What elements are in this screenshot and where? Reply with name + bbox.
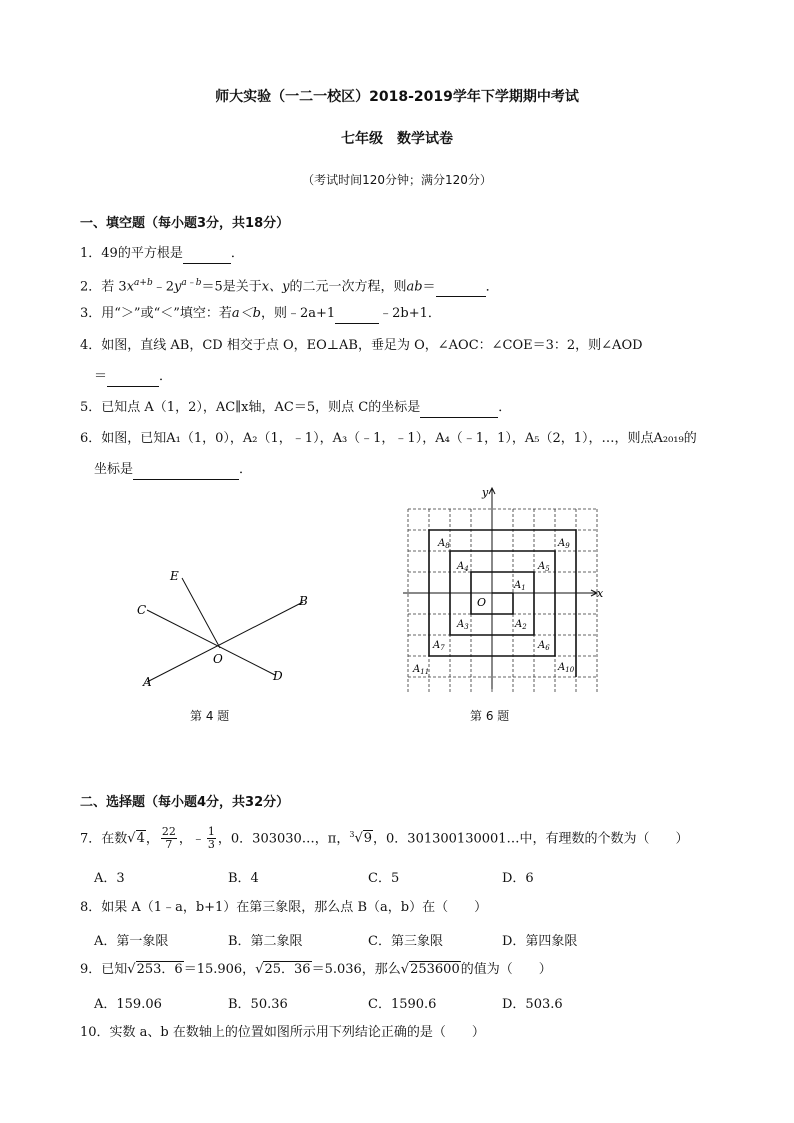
q7-option-a[interactable]: A．3 [94, 871, 125, 886]
question-4-line2: ＝ ． [94, 368, 172, 387]
section1-heading: 一、填空题（每小题3分，共18分） [80, 216, 290, 231]
origin-label: O [477, 596, 487, 609]
q8-option-c[interactable]: C．第三象限 [368, 934, 443, 949]
label-c: C [137, 603, 147, 617]
question-1: 1．49的平方根是 ． [80, 245, 244, 264]
answer-blank[interactable] [420, 399, 498, 418]
answer-blank[interactable] [436, 278, 486, 297]
q8-option-b[interactable]: B．第二象限 [228, 934, 303, 949]
axis-x-label: x [597, 587, 604, 600]
label-e: E [170, 569, 179, 583]
label-a8: $A_8$ [438, 538, 450, 550]
answer-blank[interactable] [133, 461, 239, 480]
q9-option-a[interactable]: A．159.06 [94, 997, 162, 1012]
spiral-path [429, 530, 576, 677]
figure-6-diagram [395, 484, 610, 694]
label-d: D [273, 669, 283, 683]
q7-option-d[interactable]: D．6 [502, 871, 534, 886]
exam-title: 师大实验（一二一校区）2018-2019学年下学期期中考试 [215, 89, 579, 105]
q9-option-b[interactable]: B．50.36 [228, 997, 288, 1012]
time-note: （考试时间120分钟；满分120分） [302, 173, 492, 187]
question-6: 6．如图，已知A₁（1，0），A₂（1，﹣1），A₃（﹣1，﹣1），A₄（﹣1，1），A₅（2，1），…，则点A₂₀₁₉的 [80, 431, 697, 446]
figure-4-caption: 第 4 题 [190, 709, 230, 723]
label-a2: $A_2$ [515, 619, 527, 631]
answer-blank[interactable] [107, 368, 159, 387]
label-a3: $A_3$ [457, 619, 469, 631]
q8-option-a[interactable]: A．第一象限 [94, 934, 169, 949]
label-a6: $A_6$ [538, 640, 550, 652]
q9-option-d[interactable]: D．503.6 [502, 997, 563, 1012]
question-4: 4．如图，直线 AB，CD 相交于点 O，EO⊥AB，垂足为 O，∠AOC：∠COE＝3：2，则∠AOD [80, 338, 643, 353]
label-a7: $A_7$ [433, 640, 445, 652]
answer-blank[interactable] [183, 245, 231, 264]
label-a9: $A_9$ [558, 538, 570, 550]
q7-option-c[interactable]: C．5 [368, 871, 400, 886]
q8-option-d[interactable]: D．第四象限 [502, 934, 578, 949]
question-7: 7．在数√4， $\frac{22}{7}$ ，﹣ $\frac{1}{3}$ ，0．303030…，π，$^3$√9，0．301300130001…中，有理数的个数为（ ） [80, 825, 689, 852]
line-cd [147, 610, 275, 675]
figure-4-diagram [125, 560, 325, 695]
exam-subtitle: 七年级 数学试卷 [341, 131, 453, 147]
figure-6-caption: 第 6 题 [470, 709, 510, 723]
q9-option-c[interactable]: C．1590.6 [368, 997, 437, 1012]
label-a1: $A_1$ [514, 580, 526, 592]
label-o: O [213, 652, 223, 666]
question-10: 10．实数 a、b 在数轴上的位置如图所示用下列结论正确的是（ ） [80, 1025, 485, 1040]
question-6-line2: 坐标是 ． [94, 461, 252, 480]
label-b: B [299, 594, 308, 608]
answer-blank[interactable] [335, 305, 379, 324]
label-a4: $A_4$ [457, 561, 469, 573]
question-8: 8．如果 A（1﹣a，b+1）在第三象限，那么点 B（a，b）在（ ） [80, 900, 488, 915]
question-2: 2．若 $3x^{a+b}﹣2y^{a﹣b}=5$是关于x、y的二元一次方程，则ab＝ ． [80, 274, 499, 297]
axis-y-label: y [482, 486, 489, 499]
question-5: 5．已知点 A（1，2），AC∥x轴，AC＝5，则点 C的坐标是 ． [80, 399, 511, 418]
label-a: A [143, 675, 152, 689]
q7-option-b[interactable]: B．4 [228, 871, 259, 886]
question-3: 3．用“＞”或“＜”填空：若a＜b，则﹣2a+1 ﹣2b+1． [80, 305, 441, 324]
label-a11: $A_{11}$ [413, 664, 430, 676]
section2-heading: 二、选择题（每小题4分，共32分） [80, 795, 290, 810]
question-9: 9．已知√253．6＝15.906，√25．36＝5.036，那么√253600的值为（ ） [80, 962, 552, 977]
label-a5: $A_5$ [538, 561, 550, 573]
label-a10: $A_{10}$ [558, 662, 575, 674]
